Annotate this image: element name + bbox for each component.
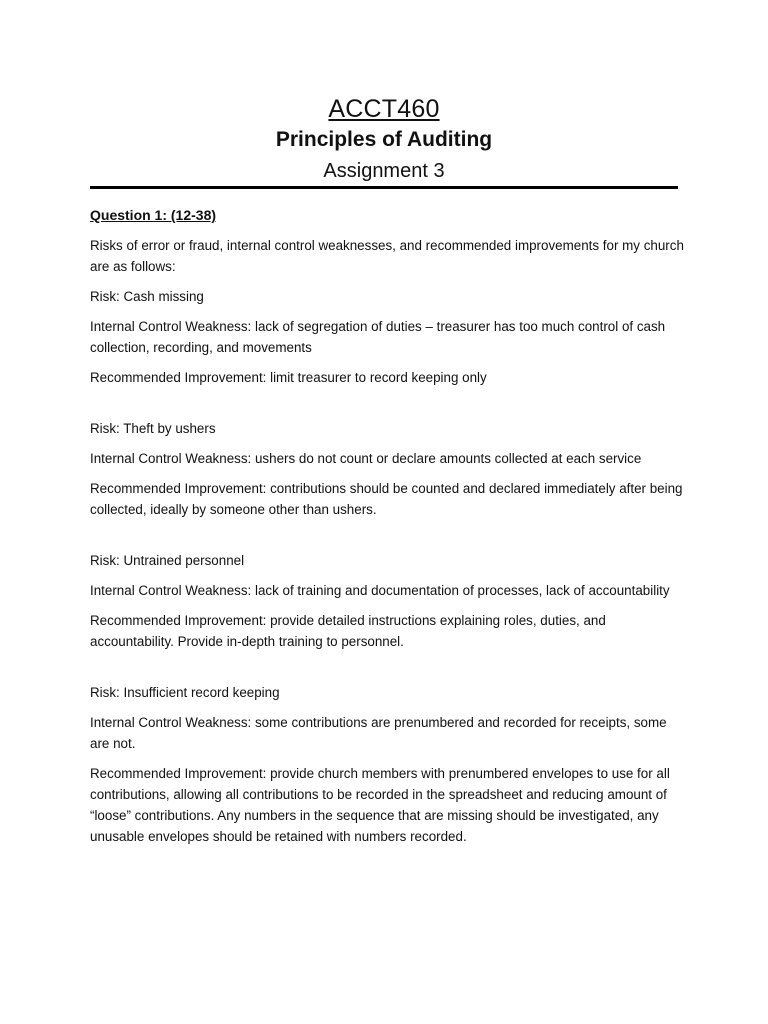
block-spacer — [90, 661, 684, 682]
weakness-text: Internal Control Weakness: ushers do not count or declare amounts collected at each service — [90, 451, 642, 466]
risk-block-1 — [90, 286, 684, 388]
question-heading: Question 1: (12-38) — [90, 207, 217, 223]
risk-text: Risk: Insufficient record keeping — [90, 685, 280, 700]
risk-text: Risk: Theft by ushers — [90, 421, 216, 436]
assignment-label: Assignment 3 — [323, 160, 445, 182]
risk-text: Risk: Cash missing — [90, 289, 204, 304]
risk-block-3 — [90, 550, 684, 652]
document-body — [90, 205, 684, 856]
improvement-text: Recommended Improvement: limit treasurer to record keeping only — [90, 370, 487, 385]
improvement-text: Recommended Improvement: provide detailed instructions explaining roles, duties, and accountability. Provide in-depth training to personnel. — [90, 613, 606, 649]
weakness-text: Internal Control Weakness: lack of training and documentation of processes, lack of accountability — [90, 583, 670, 598]
weakness-text: Internal Control Weakness: lack of segregation of duties – treasurer has too much control of cash collection, recording, and movements — [90, 319, 666, 355]
risk-text: Risk: Untrained personnel — [90, 553, 245, 568]
weakness-text: Internal Control Weakness: some contributions are prenumbered and recorded for receipts, some are not. — [90, 715, 667, 751]
course-code: ACCT460 — [328, 95, 440, 123]
risk-block-4 — [90, 682, 684, 847]
improvement-text: Recommended Improvement: provide church members with prenumbered envelopes to use for all contributions, allowing all contributions to be recorded in the spreadsheet and reducing amount of “loose” contributions. Any numbers in the sequence that are missing should be investigated, any unusable envelopes should be retained with numbers recorded. — [90, 766, 670, 844]
header-divider — [90, 186, 678, 189]
block-spacer — [90, 529, 684, 550]
block-spacer — [90, 397, 684, 418]
improvement-text: Recommended Improvement: contributions should be counted and declared immediately after being collected, ideally by someone other than ushers. — [90, 481, 683, 517]
course-title: Principles of Auditing — [275, 128, 493, 151]
intro-paragraph: Risks of error or fraud, internal control weaknesses, and recommended improvements for my church are as follows: — [90, 238, 684, 274]
risk-block-2 — [90, 418, 684, 520]
